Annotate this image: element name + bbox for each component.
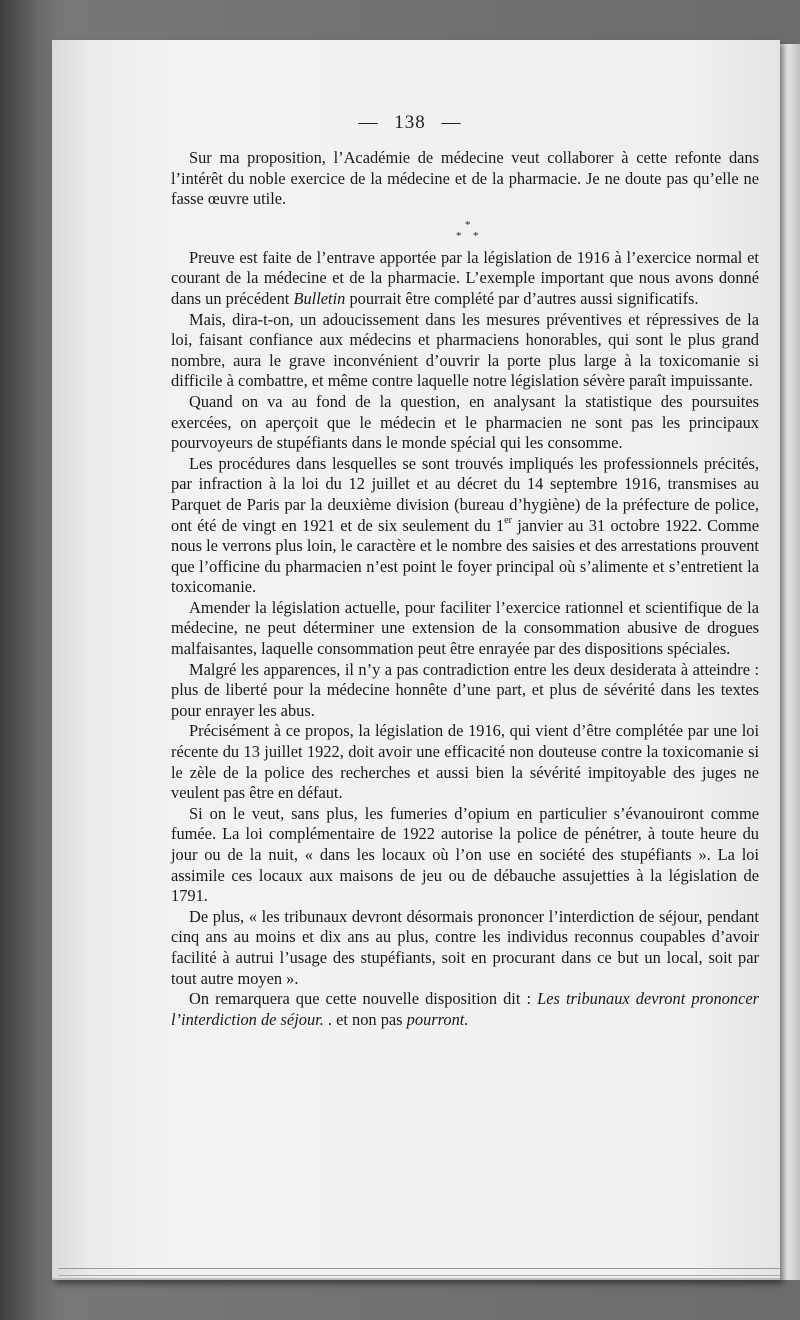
- paragraph-text: pourrait être complété par d’autres aussi significatifs.: [345, 288, 699, 308]
- page-edge: [778, 44, 800, 1280]
- body-text: [171, 148, 759, 1030]
- paragraph-intro: Sur ma proposition, l’Académie de médecine veut collaborer à cette refonte dans l’intérêt du noble exercice de la médecine et de la pharmacie. Je ne doute pas qu’elle ne fasse œuvre utile.: [171, 148, 759, 209]
- paragraph: [171, 454, 759, 598]
- paragraph: Si on le veut, sans plus, les fumeries d’opium en particulier s’évanouiront comme fumée. La loi complémentaire de 1922 autorise la police de pénétrer, à toute heure du jour ou de la nuit, « dans les locaux où l’on use en société des stupéfiants ». La loi assimile ces locaux aux maisons de jeu ou de débauche assujetties à la législation de 1791.: [171, 803, 759, 906]
- paragraph-text: On remarquera que cette nouvelle disposition dit :: [189, 989, 538, 1009]
- superscript: er: [504, 514, 512, 526]
- dash-left: —: [358, 112, 379, 133]
- asterism-separator: [171, 210, 759, 248]
- asterisk: *: [465, 218, 471, 231]
- italic-text: Les tribunaux devront prononcer l’interdiction de séjour.: [171, 989, 760, 1029]
- page-number: 138: [394, 112, 426, 133]
- paragraph: [171, 248, 759, 310]
- asterisk: *: [473, 229, 479, 242]
- page-bottom-edge: [58, 1268, 780, 1276]
- paragraph: Malgré les apparences, il n’y a pas contradiction entre les deux desiderata à atteindre : plus de liberté pour la médecine honnête d’une part, et plus de sévérité dans les textes pour enrayer les abus.: [171, 659, 759, 720]
- paragraph: Précisément à ce propos, la législation de 1916, qui vient d’être complétée par une loi récente du 13 juillet 1922, doit avoir une efficacité non douteuse contre la toxicomanie si le zèle de la police des recherches et aussi bien la sévérité impitoyable des juges ne veulent pas être en défaut.: [171, 721, 759, 803]
- paragraph: Amender la législation actuelle, pour faciliter l’exercice rationnel et scientifique de la médecine, ne peut déterminer une extension de la consommation abusive de drogues malfaisantes, laquelle consommation peut être enrayée par des dispositions spéciales.: [171, 597, 759, 659]
- italic-text: Bulletin: [293, 288, 346, 308]
- asterisk: *: [456, 229, 462, 242]
- paragraph-text: Preuve est faite de l’entrave apportée par la législation de 1916 à l’exercice normal et courant de la médecine et de la pharmacie. L’exemple important que nous avons donné dans un précédent: [171, 247, 759, 308]
- dash-right: —: [441, 112, 462, 133]
- paragraph-text: janvier au 31 octobre 1922. Comme nous le verrons plus loin, le caractère et le nombre des saisies et des arrestations prouvent que l’officine du pharmacien n’est point le foyer principal où s’alimente et s’entretient la toxicomanie.: [171, 515, 759, 597]
- paragraph: Quand on va au fond de la question, en analysant la statistique des poursuites exercées, on aperçoit que le médecin et le pharmacien ne sont pas les principaux pourvoyeurs de stupéfiants dans le monde spécial qui les consomme.: [171, 391, 759, 453]
- paragraph: Mais, dira-t-on, un adoucissement dans les mesures préventives et répressives de la loi, faisant confiance aux médecins et pharmaciens honorables, qui sont le plus grand nombre, aura le grave inconvénient d’ouvrir la porte plus large à la toxicomanie si difficile à combattre, et même contre laquelle notre législation sévère paraît impuissante.: [171, 309, 759, 391]
- paragraph: [171, 989, 759, 1030]
- italic-text: pourront.: [406, 1009, 469, 1029]
- paragraph: De plus, « les tribunaux devront désormais prononcer l’interdiction de séjour, pendant cinq ans au moins et dix ans au plus, contre les individus reconnus coupables d’avoir facilité à autrui l’usage des stupéfiants, soit en procurant dans ce but un local, soit par tout autre moyen ».: [171, 906, 759, 988]
- paragraph-text: Les procédures dans lesquelles se sont trouvés impliqués les professionnels précités, par infraction à la loi du 12 juillet et au décret du 14 septembre 1916, transmises au Parquet de Paris par la deuxième division (bureau d’hygiène) de la préfecture de police, ont été de vingt en 1921 et de six seulement du 1: [171, 453, 759, 535]
- page-number-header: [0, 112, 800, 134]
- paragraph-text: . et non pas: [323, 1009, 407, 1029]
